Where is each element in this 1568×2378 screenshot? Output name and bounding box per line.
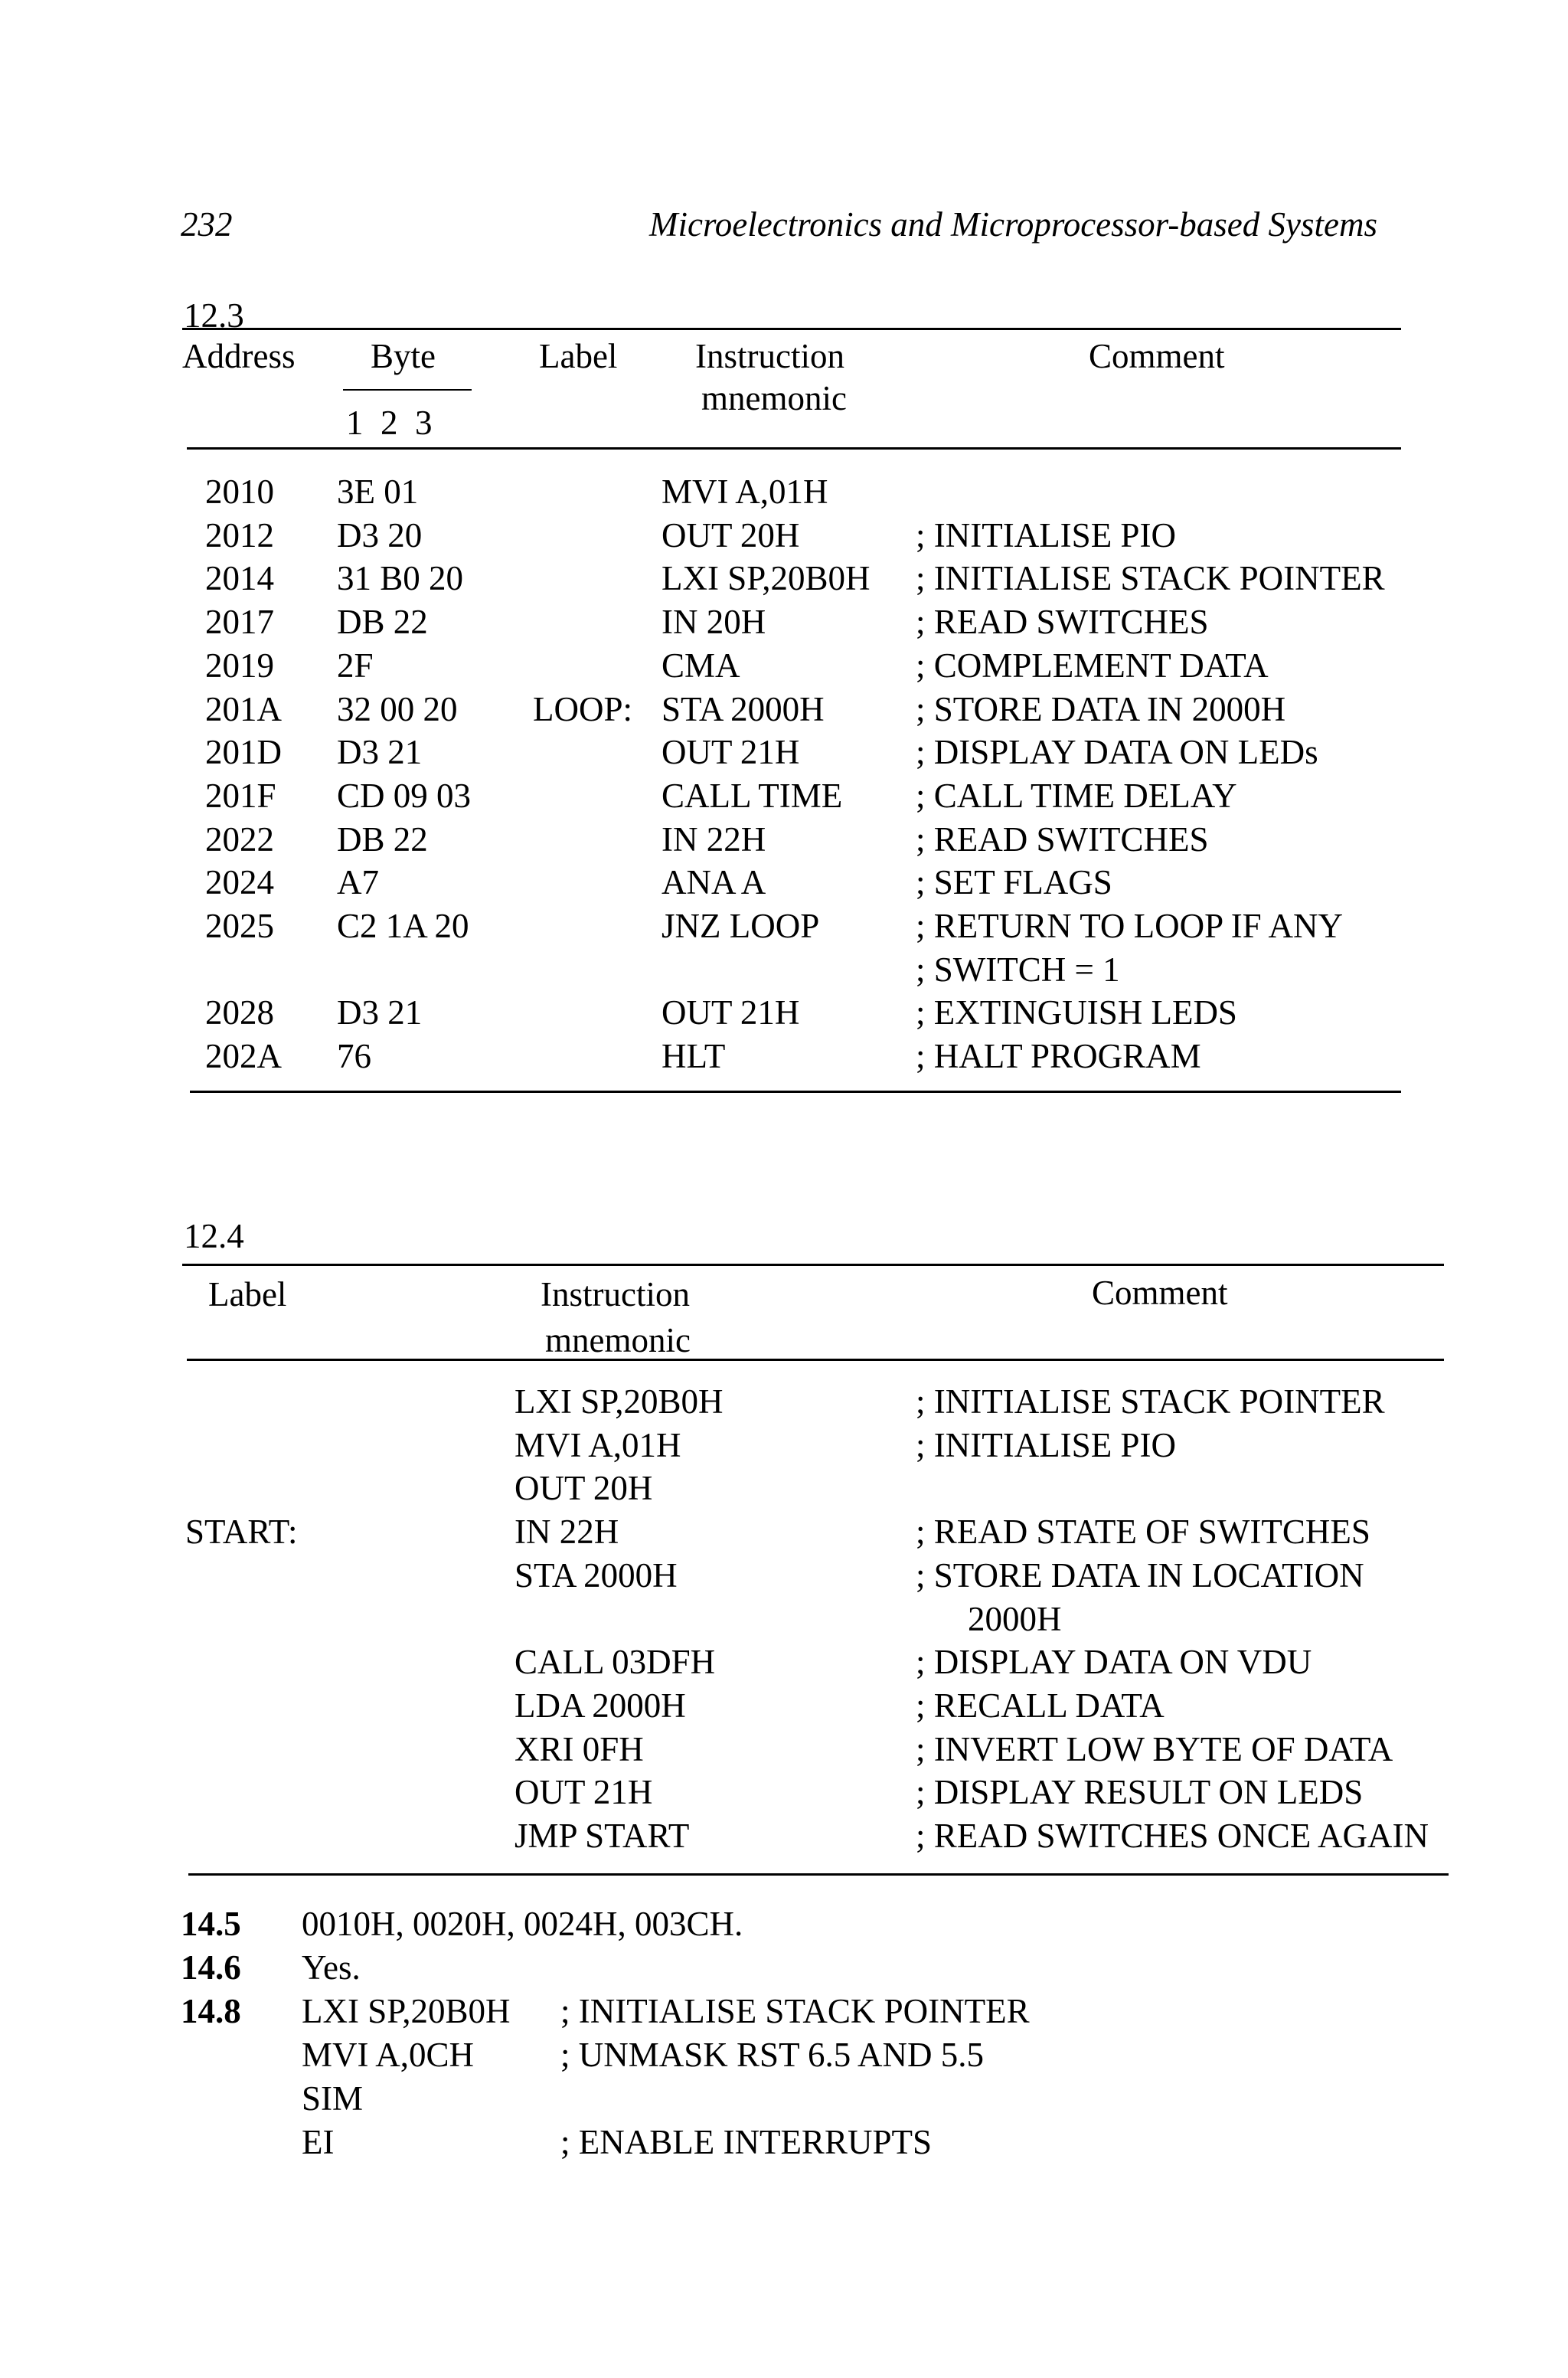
- instruction-cell: LXI SP,20B0H: [662, 559, 871, 597]
- instruction-cell: LDA 2000H: [514, 1686, 686, 1725]
- table-12-4-bottom-rule: [188, 1873, 1449, 1876]
- answer-text: MVI A,0CH: [302, 2036, 475, 2074]
- header-mnemonic: mnemonic: [701, 379, 847, 417]
- comment-cell: ; INITIALISE PIO: [916, 516, 1176, 554]
- answer-text: SIM: [302, 2079, 364, 2118]
- bytes-cell: 32 00 20: [337, 690, 458, 728]
- instruction-cell: OUT 20H: [514, 1469, 653, 1507]
- instruction-cell: OUT 21H: [662, 993, 800, 1032]
- header-instruction-12-4: Instruction: [541, 1275, 690, 1313]
- label-cell: LOOP:: [533, 690, 633, 728]
- header-mnemonic-12-4: mnemonic: [545, 1321, 691, 1359]
- bytes-cell: D3 20: [337, 516, 423, 554]
- table-12-3-bottom-rule: [190, 1091, 1401, 1093]
- instruction-cell: JNZ LOOP: [662, 907, 820, 945]
- answer-number: 14.6: [181, 1948, 241, 1987]
- bytes-cell: 31 B0 20: [337, 559, 464, 597]
- instruction-cell: XRI 0FH: [514, 1730, 644, 1768]
- instruction-cell: STA 2000H: [662, 690, 825, 728]
- answer-comment: ; ENABLE INTERRUPTS: [560, 2123, 933, 2161]
- comment-cell: ; DISPLAY RESULT ON LEDS: [916, 1773, 1364, 1811]
- comment-cell: ; STORE DATA IN LOCATION: [916, 1556, 1364, 1595]
- instruction-cell: OUT 21H: [514, 1773, 653, 1811]
- comment-cell: ; INITIALISE PIO: [916, 1426, 1176, 1464]
- address-cell: 2022: [205, 820, 274, 859]
- address-cell: 202A: [205, 1037, 282, 1075]
- instruction-cell: CALL 03DFH: [514, 1643, 716, 1681]
- comment-cell: ; DISPLAY DATA ON LEDs: [916, 733, 1318, 771]
- answer-text: 0010H, 0020H, 0024H, 003CH.: [302, 1905, 743, 1943]
- header-instruction: Instruction: [695, 337, 844, 375]
- bytes-cell: 76: [337, 1037, 371, 1075]
- comment-cell: ; READ SWITCHES: [916, 820, 1209, 859]
- running-title: Microelectronics and Microprocessor-based Systems: [649, 205, 1377, 244]
- comment-cell: ; INVERT LOW BYTE OF DATA: [916, 1730, 1393, 1768]
- header-comment: Comment: [1089, 337, 1225, 375]
- section-label-12-4: 12.4: [184, 1217, 244, 1255]
- answer-number: 14.5: [181, 1905, 241, 1943]
- comment-cell: ; READ SWITCHES: [916, 603, 1209, 641]
- bytes-cell: DB 22: [337, 603, 428, 641]
- address-cell: 2017: [205, 603, 274, 641]
- comment-cell: ; HALT PROGRAM: [916, 1037, 1201, 1075]
- comment-cell: ; READ SWITCHES ONCE AGAIN: [916, 1817, 1429, 1855]
- instruction-cell: STA 2000H: [514, 1556, 678, 1595]
- table-12-3-top-rule: [182, 328, 1401, 330]
- bytes-cell: C2 1A 20: [337, 907, 469, 945]
- address-cell: 2025: [205, 907, 274, 945]
- header-label-12-4: Label: [208, 1275, 287, 1313]
- address-cell: 2014: [205, 559, 274, 597]
- bytes-cell: A7: [337, 863, 379, 901]
- comment-cell: ; SET FLAGS: [916, 863, 1112, 901]
- answer-number: 14.8: [181, 1992, 241, 2030]
- comment-cell: ; DISPLAY DATA ON VDU: [916, 1643, 1312, 1681]
- answer-text: EI: [302, 2123, 335, 2161]
- address-cell: 2012: [205, 516, 274, 554]
- header-byte-columns: 1 2 3: [346, 404, 433, 442]
- comment-cell: ; CALL TIME DELAY: [916, 777, 1237, 815]
- header-byte: Byte: [371, 337, 436, 375]
- answer-text: Yes.: [302, 1948, 361, 1987]
- bytes-cell: 3E 01: [337, 473, 419, 511]
- bytes-cell: 2F: [337, 646, 374, 685]
- table-12-4-top-rule: [182, 1264, 1444, 1266]
- page-number: 232: [181, 205, 233, 244]
- instruction-cell: CMA: [662, 646, 740, 685]
- instruction-cell: IN 22H: [514, 1513, 619, 1551]
- label-cell: START:: [185, 1513, 298, 1551]
- answer-text: LXI SP,20B0H: [302, 1992, 511, 2030]
- instruction-cell: IN 20H: [662, 603, 766, 641]
- comment-cell: 2000H: [968, 1600, 1062, 1638]
- comment-cell: ; RECALL DATA: [916, 1686, 1165, 1725]
- comment-cell: ; EXTINGUISH LEDS: [916, 993, 1237, 1032]
- instruction-cell: ANA A: [662, 863, 766, 901]
- instruction-cell: LXI SP,20B0H: [514, 1382, 724, 1421]
- instruction-cell: MVI A,01H: [514, 1426, 681, 1464]
- table-12-4-header-rule: [187, 1359, 1444, 1361]
- address-cell: 2024: [205, 863, 274, 901]
- address-cell: 201F: [205, 777, 276, 815]
- byte-header-rule: [343, 389, 472, 391]
- instruction-cell: OUT 20H: [662, 516, 800, 554]
- comment-cell: ; INITIALISE STACK POINTER: [916, 1382, 1385, 1421]
- address-cell: 2010: [205, 473, 274, 511]
- answer-comment: ; INITIALISE STACK POINTER: [560, 1992, 1030, 2030]
- bytes-cell: CD 09 03: [337, 777, 472, 815]
- address-cell: 2028: [205, 993, 274, 1032]
- instruction-cell: OUT 21H: [662, 733, 800, 771]
- address-cell: 201D: [205, 733, 282, 771]
- header-comment-12-4: Comment: [1092, 1274, 1228, 1312]
- comment-cell: ; SWITCH = 1: [916, 950, 1120, 989]
- comment-cell: ; READ STATE OF SWITCHES: [916, 1513, 1370, 1551]
- instruction-cell: CALL TIME: [662, 777, 843, 815]
- header-label: Label: [539, 337, 618, 375]
- table-12-3-header-rule: [187, 447, 1401, 450]
- answer-comment: ; UNMASK RST 6.5 AND 5.5: [560, 2036, 985, 2074]
- comment-cell: ; STORE DATA IN 2000H: [916, 690, 1286, 728]
- instruction-cell: IN 22H: [662, 820, 766, 859]
- comment-cell: ; INITIALISE STACK POINTER: [916, 559, 1385, 597]
- comment-cell: ; COMPLEMENT DATA: [916, 646, 1269, 685]
- address-cell: 2019: [205, 646, 274, 685]
- comment-cell: ; RETURN TO LOOP IF ANY: [916, 907, 1343, 945]
- instruction-cell: MVI A,01H: [662, 473, 828, 511]
- bytes-cell: D3 21: [337, 993, 423, 1032]
- instruction-cell: JMP START: [514, 1817, 690, 1855]
- address-cell: 201A: [205, 690, 282, 728]
- section-label-12-3: 12.3: [184, 296, 244, 335]
- bytes-cell: D3 21: [337, 733, 423, 771]
- header-address: Address: [182, 337, 296, 375]
- bytes-cell: DB 22: [337, 820, 428, 859]
- instruction-cell: HLT: [662, 1037, 726, 1075]
